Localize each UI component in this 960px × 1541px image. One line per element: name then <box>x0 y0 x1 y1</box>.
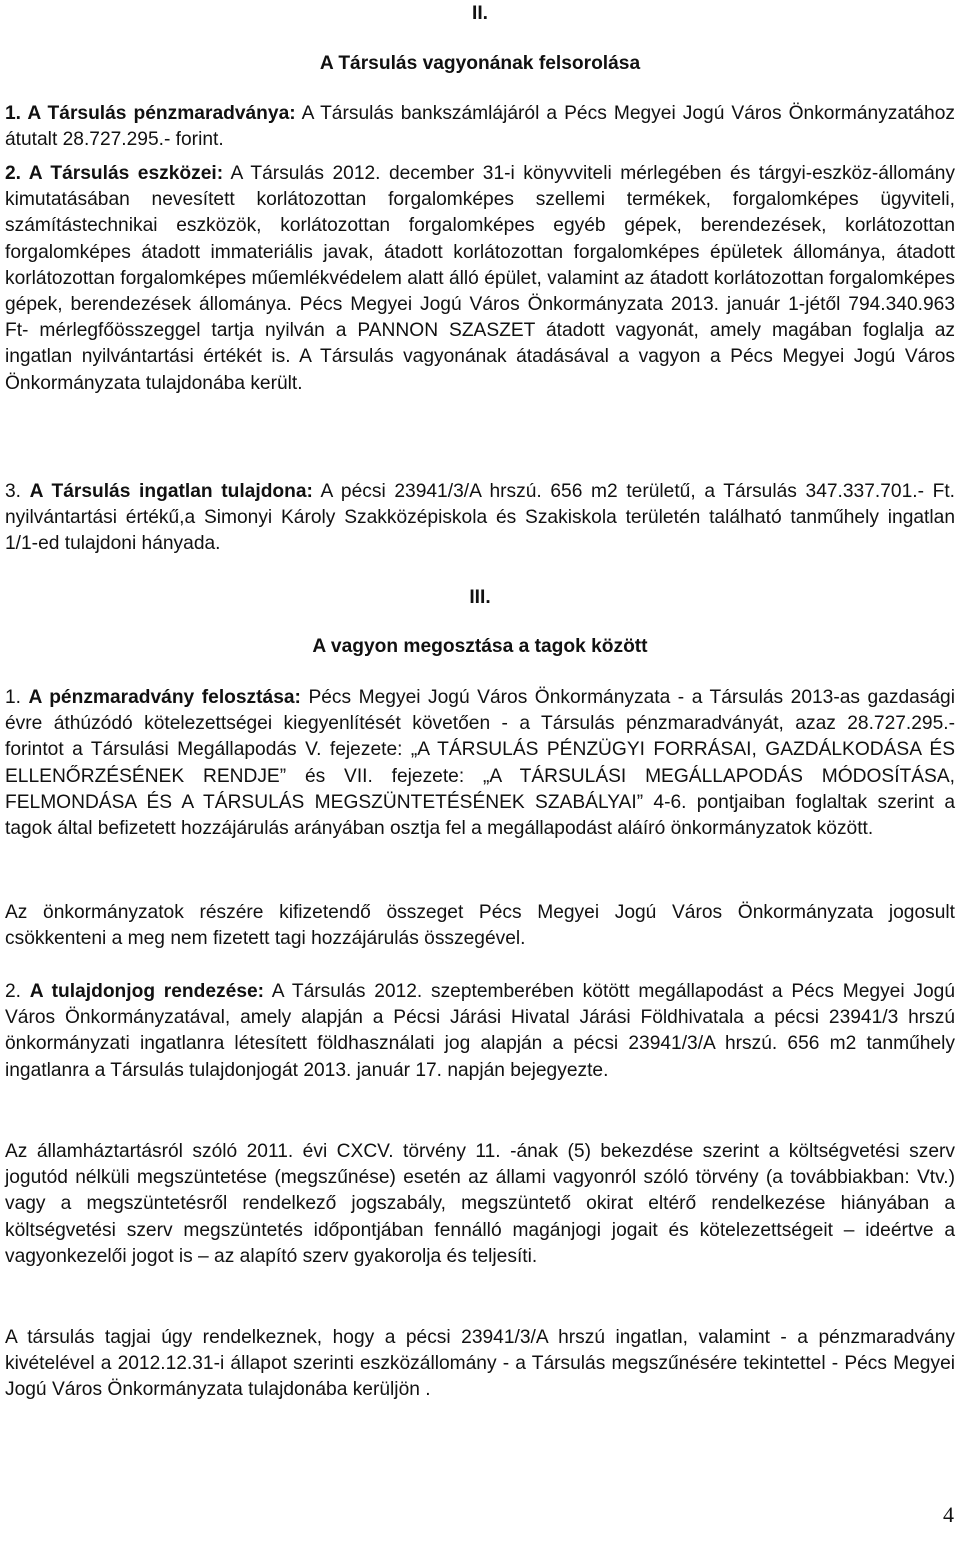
paragraph-text: A pécsi 23941/3/A hrszú. 656 m2 területű, a Társulás 347.337.701.- Ft. nyilvántartási értékű,a Simonyi Károly Szakközépiskola és Szakiskola területén található tanműhely ingatlan 1/1-ed tulajdoni hányada. <box>5 481 956 555</box>
page-number: 4 <box>943 1502 954 1527</box>
paragraph-number: 2. <box>5 981 30 1002</box>
section-numeral: III. <box>469 587 491 608</box>
paragraph-ownership <box>5 979 955 1084</box>
paragraph-text: Pécs Megyei Jogú Város Önkormányzata - a Társulás 2013-as gazdasági évre áthúzódó kötelezettségei kiegyenlítését követően - a Társulás pénzmaradványát, azaz 28.727.295.- forintot a Társulási Megállapodás V. fejezete: „A TÁRSULÁS PÉNZÜGYI FORRÁSAI, GAZDÁLKODÁSA ÉS ELLENŐRZÉSÉNEK RENDJE” és VII. fejezete: „A TÁRSULÁSI MEGÁLLAPODÁS MÓDOSÍTÁSA, FELMONDÁSA ÉS A TÁRSULÁS MEGSZÜNTETÉSÉNEK SZABÁLYAI” 4-6. pontjaiban foglaltak szerint a tagok által befizetett hozzájárulás arányában osztja fel a megállapodást aláíró önkormányzatok között. <box>5 687 955 840</box>
paragraph-label: 1. A Társulás pénzmaradványa: <box>5 103 296 124</box>
paragraph-label: A Társulás ingatlan tulajdona: <box>29 481 313 502</box>
paragraph-reduction: Az önkormányzatok részére kifizetendő összeget Pécs Megyei Jogú Város Önkormányzata jogosult csökkenteni a meg nem fizetett tagi hozzájárulás összegével. <box>5 902 955 950</box>
section-title: A Társulás vagyonának felsorolása <box>319 53 641 74</box>
paragraph-final: A társulás tagjai úgy rendelkeznek, hogy a pécsi 23941/3/A hrszú ingatlan, valamint - a pénzmaradvány kivételével a 2012.12.31-i állapot szerinti eszközállomány - a Társulás megszűnésére tekintettel - Pécs Megyei Jogú Város Önkormányzata tulajdonába kerüljön . <box>5 1327 955 1401</box>
paragraph-assets <box>5 161 955 397</box>
paragraph-label: 2. A Társulás eszközei: <box>5 163 224 184</box>
paragraph-number: 1. <box>5 687 29 708</box>
paragraph-cash-remainder <box>5 101 955 153</box>
paragraph-text: A Társulás 2012. december 31-i könyvviteli mérlegében és tárgyi-eszköz-állomány kimutatásában nevesített korlátozottan forgalomképes szellemi termékek, forgalomképes ügyviteli, számítástechnikai eszközök, korlátozottan forgalomképes egyéb gépek, berendezések, korlátozottan forgalomképes átadott immateriális javak, átadott korlátozottan forgalomképes épületek állománya, átadott korlátozottan forgalomképes műemlékvédelem alatt álló épület, valamint az átadott korlátozottan forgalomképes gépek, berendezések állománya. Pécs Megyei Jogú Város Önkormányzata 2013. január 1-jétől 794.340.963 Ft- mérlegfőösszeggel tartja nyilván a PANNON SZASZET átadott vagyonát, amely magában foglalja az ingatlan nyilvántartási értékét is. A Társulás vagyonának átadásával a vagyon a Pécs Megyei Jogú Város Önkormányzata tulajdonába került. <box>5 163 956 394</box>
paragraph-real-estate <box>5 479 955 558</box>
paragraph-label: A tulajdonjog rendezése: <box>29 981 265 1002</box>
paragraph-text: A Társulás bankszámlájáról a Pécs Megyei Jogú Város Önkormányzatához átutalt 28.727.295.- forint. <box>5 103 955 151</box>
section-numeral: II. <box>472 3 488 24</box>
paragraph-law: Az államháztartásról szóló 2011. évi CXCV. törvény 11. -ának (5) bekezdése szerint a költségvetési szerv jogutód nélküli megszüntetése (megszűnése) esetén az állami vagyonról szóló törvény (a továbbiakban: Vtv.) vagy a megszüntetésről rendelkező jogszabály, megszüntető okirat eltérő rendelkezése hiányában a költségvetési szerv megszüntetés időpontjában fennálló magánjogi jogait és kötelezettségeit – ideértve a vagyonkezelői jogot is – az alapító szerv gyakorolja és teljesíti. <box>5 1141 955 1267</box>
paragraph-number: 3. <box>5 481 30 502</box>
paragraph-cash-distribution <box>5 685 955 842</box>
paragraph-text: A Társulás 2012. szeptemberében kötött megállapodást a Pécs Megyei Jogú Város Önkormányzatával, amely alapján a Pécsi Járási Hivatal Járási Földhivatala a pécsi 23941/3 hrszú önkormányzati ingatlanra létesített földhasználati jog alapján a pécsi 23941/3/A hrszú. 656 m2 tanműhely ingatlanra a Társulás tulajdonjogát 2013. január 17. napján bejegyezte. <box>5 981 955 1081</box>
section-title: A vagyon megosztása a tagok között <box>312 636 648 657</box>
paragraph-label: A pénzmaradvány felosztása: <box>28 687 301 708</box>
